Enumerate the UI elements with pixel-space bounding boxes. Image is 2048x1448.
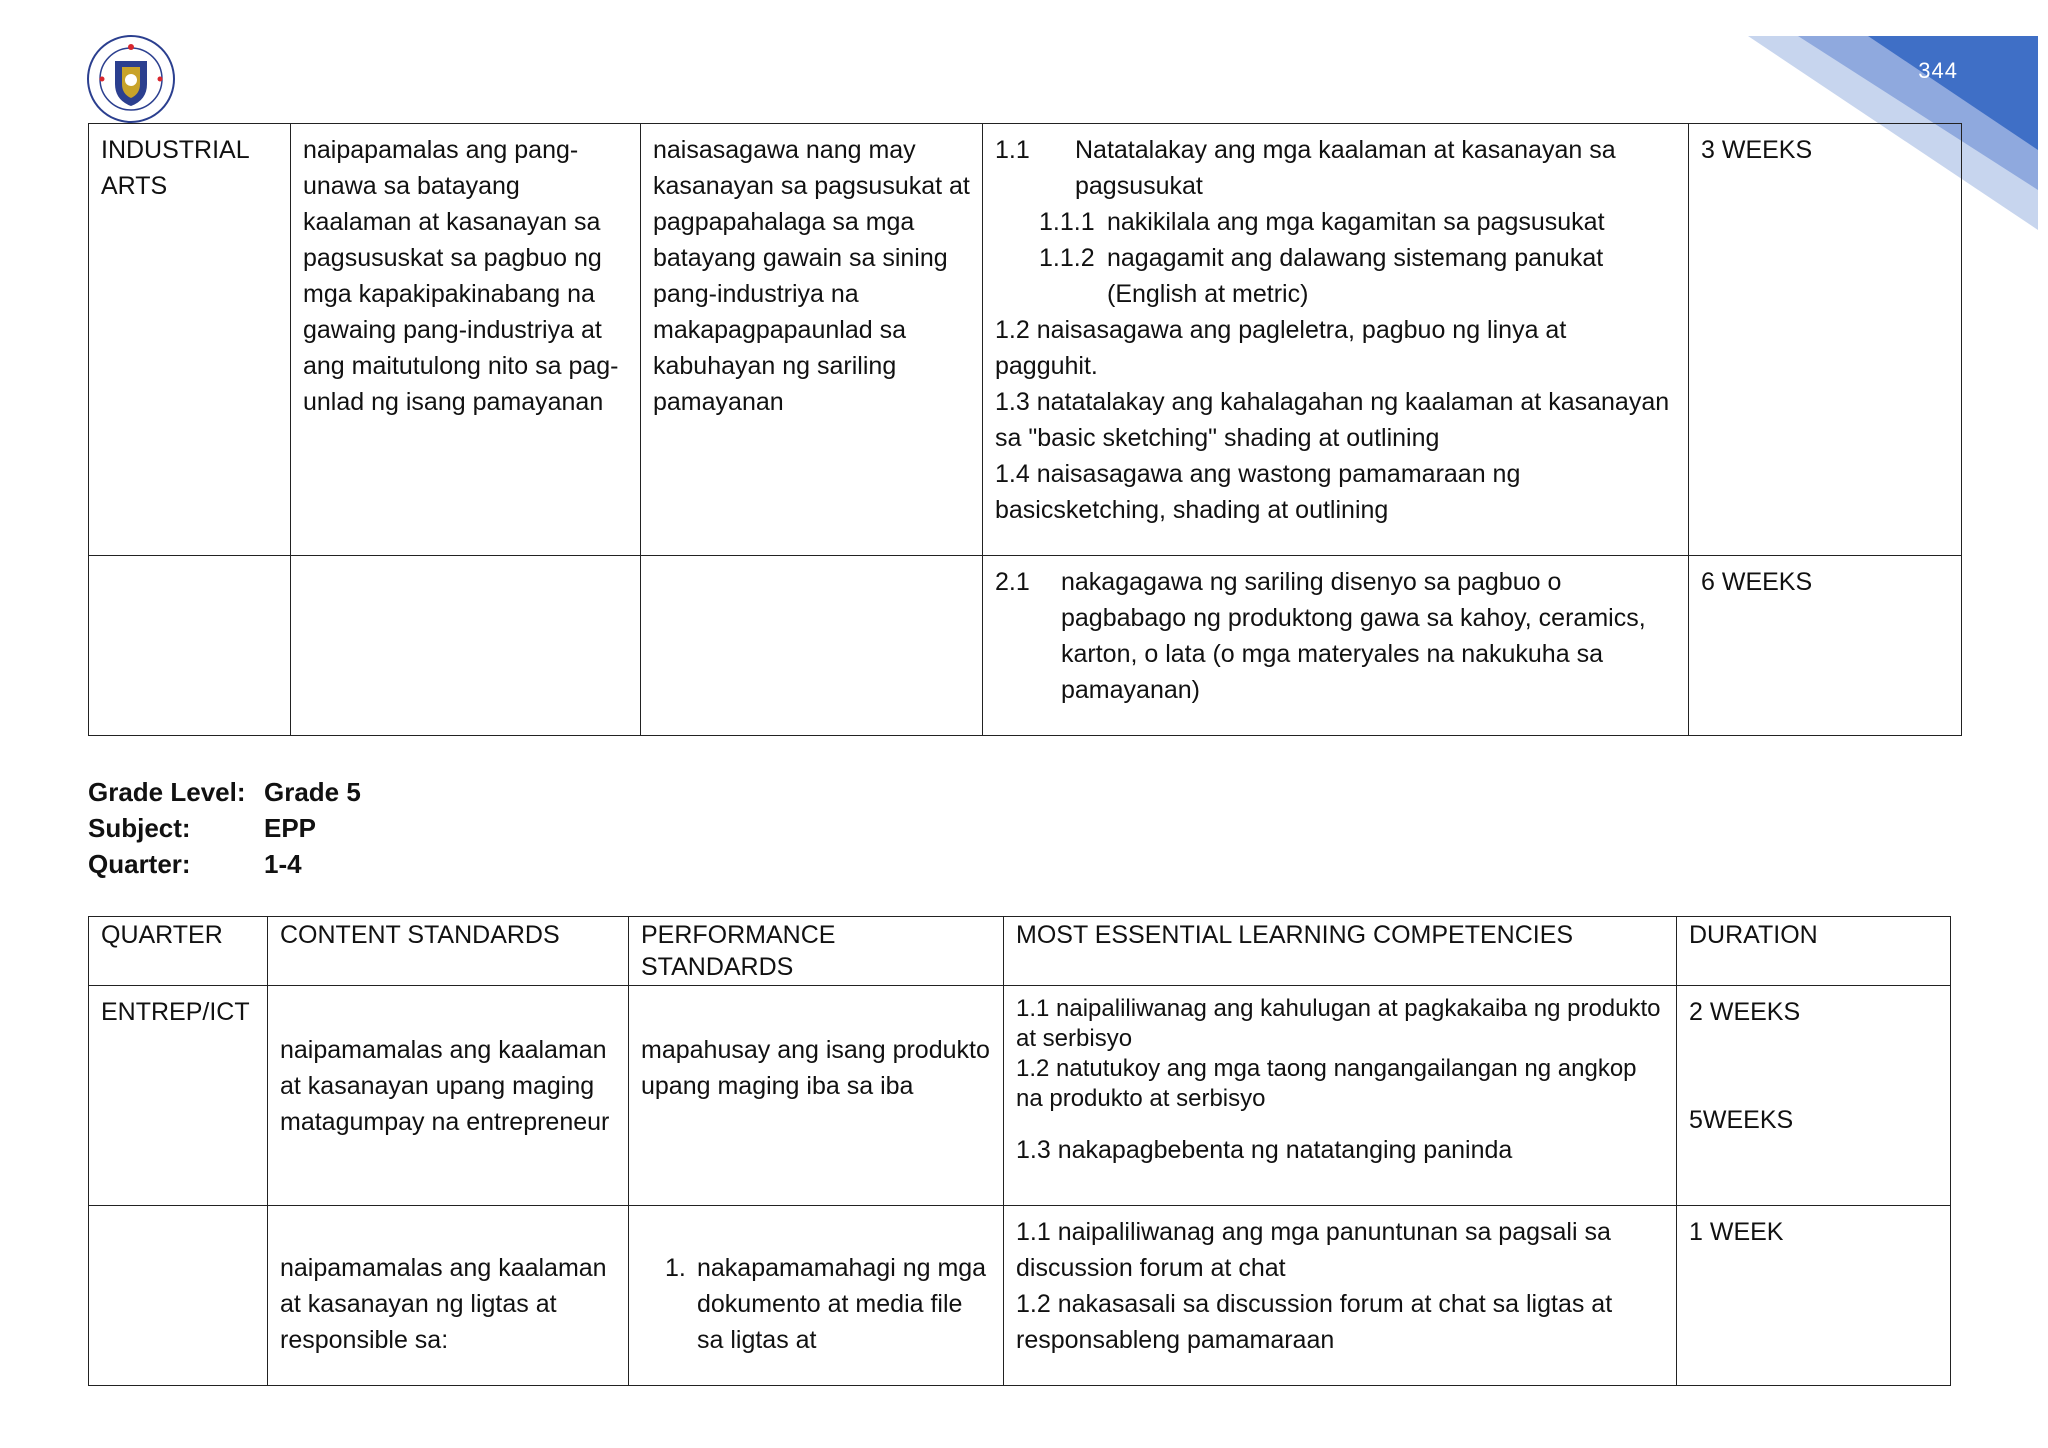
- duration-cell: 2 WEEKS 5WEEKS: [1677, 986, 1951, 1206]
- quarter-cell: ENTREP/ICT: [89, 986, 268, 1206]
- area-cell: [89, 556, 291, 736]
- competency-item: 1.1.2 nagagamit ang dalawang sistemang panukat (English at metric): [1039, 244, 1604, 308]
- table-row: [89, 556, 1962, 736]
- content-standard-cell: naipamamalas ang kaalaman at kasanayan upang maging matagumpay na entrepreneur: [268, 986, 629, 1206]
- competency-item: 1.2 naisasagawa ang pagleletra, pagbuo ng linya at pagguhit.: [995, 316, 1567, 380]
- grade-info: [88, 774, 361, 882]
- deped-seal-icon: [86, 34, 176, 124]
- table-row: [89, 124, 1962, 556]
- content-standard-cell: [291, 556, 641, 736]
- competencies-cell: [983, 124, 1689, 556]
- competency-item: 2.1 nakagagawa ng sariling disenyo sa pagbuo o pagbabago ng produktong gawa sa kahoy, ceramics, karton, o lata (o mga materyales na nakukuha sa pamayanan): [995, 568, 1646, 704]
- duration-cell: 6 WEEKS: [1689, 556, 1962, 736]
- table-row: [89, 986, 1951, 1206]
- header-competencies: MOST ESSENTIAL LEARNING COMPETENCIES: [1004, 917, 1677, 986]
- subject-row: Subject: EPP: [88, 813, 317, 843]
- content-standard-cell: naipamamalas ang kaalaman at kasanayan ng ligtas at responsible sa:: [268, 1206, 629, 1386]
- content-standard-cell: naipapamalas ang pang-unawa sa batayang kaalaman at kasanayan sa pagsususkat sa pagbuo ng mga kapakipakinabang na gawaing pang-industriya at ang maitutulong nito sa pag-unlad ng isang pamayanan: [291, 124, 641, 556]
- area-cell: INDUSTRIAL ARTS: [89, 124, 291, 556]
- competency-item: 1.1 Natatalakay ang mga kaalaman at kasanayan sa pagsusukat: [995, 136, 1616, 200]
- table-row: [89, 1206, 1951, 1386]
- page-number: 344: [1918, 58, 1958, 83]
- industrial-arts-table: [88, 123, 1962, 736]
- competency-item: 1.1 naipaliliwanag ang kahulugan at pagkakaiba ng produkto at serbisyo: [1016, 995, 1661, 1052]
- header-quarter: QUARTER: [89, 917, 268, 986]
- quarter-cell: [89, 1206, 268, 1386]
- grade-level-row: Grade Level: Grade 5: [88, 777, 361, 807]
- duration-cell: 1 WEEK: [1677, 1206, 1951, 1386]
- competencies-cell: [1004, 986, 1677, 1206]
- performance-standard-cell: mapahusay ang isang produkto upang maging iba sa iba: [629, 986, 1004, 1206]
- table-header-row: [89, 917, 1951, 986]
- performance-standard-cell: naisasagawa nang may kasanayan sa pagsusukat at pagpapahalaga sa mga batayang gawain sa sining pang-industriya na makapagpapaunlad sa kabuhayan ng sariling pamayanan: [641, 124, 983, 556]
- competency-item: 1.2 nakasasali sa discussion forum at chat sa ligtas at responsableng pamamaraan: [1016, 1290, 1613, 1354]
- performance-standard-cell: [641, 556, 983, 736]
- header-duration: DURATION: [1677, 917, 1951, 986]
- epp-grade5-table: [88, 916, 1951, 1386]
- performance-standard-cell: [629, 1206, 1004, 1386]
- competencies-cell: [983, 556, 1689, 736]
- competencies-cell: [1004, 1206, 1677, 1386]
- competency-item: 1.2 natutukoy ang mga taong nangangailangan ng angkop na produkto at serbisyo: [1016, 1055, 1637, 1112]
- header-content-standards: CONTENT STANDARDS: [268, 917, 629, 986]
- competency-item: 1.1 naipaliliwanag ang mga panuntunan sa pagsali sa discussion forum at chat: [1016, 1218, 1611, 1282]
- competency-item: 1.1.1 nakikilala ang mga kagamitan sa pagsusukat: [1039, 208, 1605, 236]
- competency-item: 1.3 nakapagbebenta ng natatanging paninda: [1016, 1136, 1513, 1164]
- quarter-row: Quarter: 1-4: [88, 849, 302, 879]
- duration-cell: 3 WEEKS: [1689, 124, 1962, 556]
- header-performance-standards: PERFORMANCE STANDARDS: [629, 917, 1004, 986]
- competency-item: 1.4 naisasagawa ang wastong pamamaraan ng basicsketching, shading at outlining: [995, 460, 1521, 524]
- list-item: 1. nakapamamahagi ng mga dokumento at media file sa ligtas at: [665, 1254, 987, 1354]
- competency-item: 1.3 natatalakay ang kahalagahan ng kaalaman at kasanayan sa "basic sketching" shading at outlining: [995, 388, 1670, 452]
